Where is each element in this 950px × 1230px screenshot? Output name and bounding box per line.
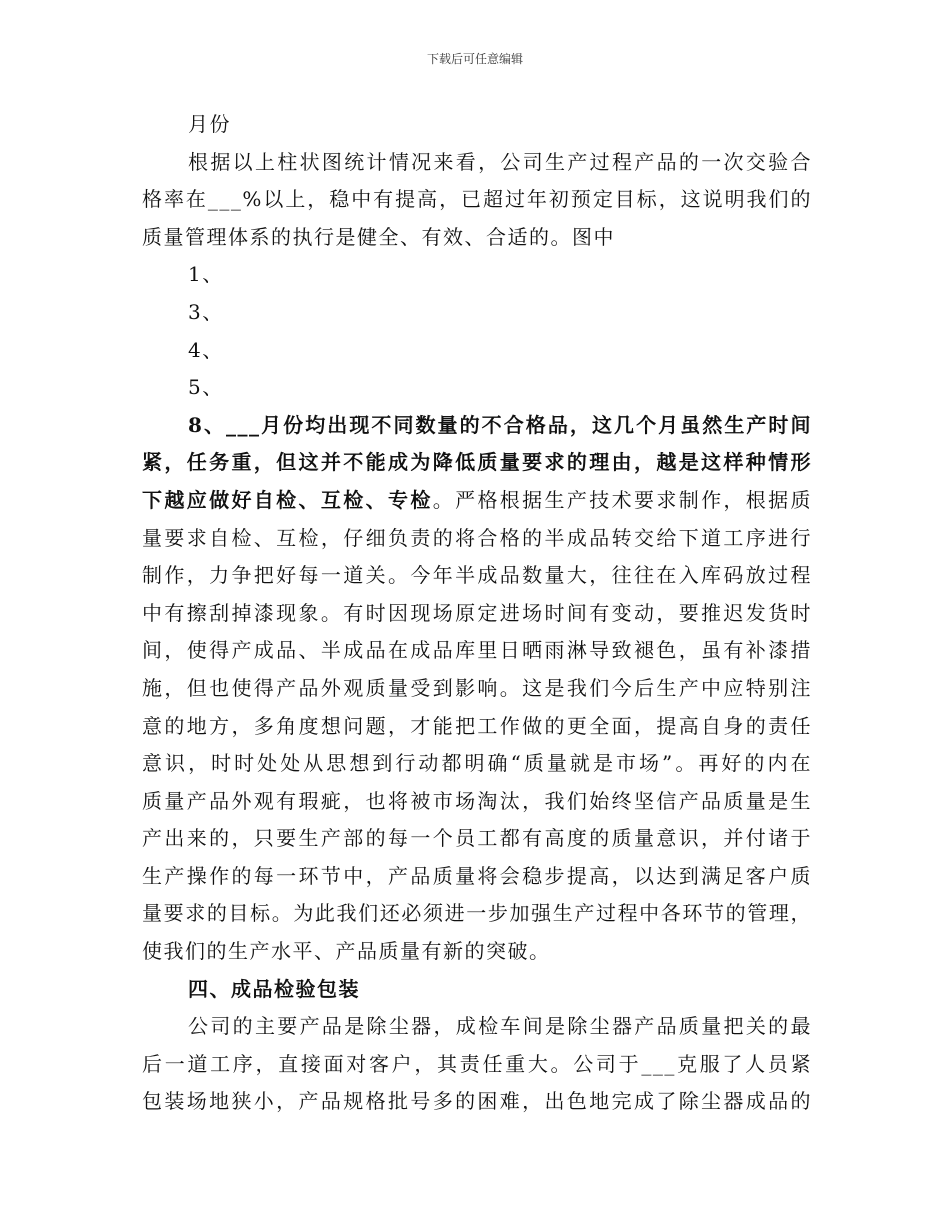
text-line: 量要求自检、互检，仔细负责的将合格的半成品转交给下道工序进行 [142, 525, 812, 550]
text-line: 月份 [188, 112, 231, 136]
bold-text-line: 紧，任务重，但这并不能成为降低质量要求的理由，越是这样种情形 [142, 450, 812, 475]
bold-text-span: 下越应做好自检、互检、专检 [142, 487, 433, 512]
text-line: 量要求的目标。为此我们还必须进一步加强生产过程中各环节的管理， [142, 901, 812, 926]
text-span: 。严格根据生产技术要求制作，根据质 [432, 487, 812, 512]
text-line: 施，但也使得产品外观质量受到影响。这是我们今后生产中应特别注 [142, 675, 812, 700]
text-line: 格率在___%以上，稳中有提高，已超过年初预定目标，这说明我们的 [142, 187, 812, 212]
text-line: 意的地方，多角度想问题，才能把工作做的更全面，提高自身的责任 [142, 713, 812, 738]
page-header: 下载后可任意编辑 [426, 52, 523, 66]
text-line: 制作，力争把好每一道关。今年半成品数量大，往往在入库码放过程 [142, 563, 812, 588]
list-item: 1、 [188, 262, 224, 287]
text-line: 根据以上柱状图统计情况来看，公司生产过程产品的一次交验合 [188, 149, 812, 174]
bold-text-line: 8、___月份均出现不同数量的不合格品，这几个月虽然生产时间 [188, 412, 812, 437]
list-item: 3、 [188, 299, 224, 324]
text-line: 质量产品外观有瑕疵，也将被市场淘汰，我们始终坚信产品质量是生 [142, 788, 812, 813]
text-line: 质量管理体系的执行是健全、有效、合适的。图中 [142, 224, 615, 249]
text-line: 包装场地狭小，产品规格批号多的困难，出色地完成了除尘器成品的 [142, 1089, 812, 1114]
list-item: 5、 [188, 375, 224, 400]
mixed-text-line [142, 482, 812, 520]
text-line: 产出来的，只要生产部的每一个员工都有高度的质量意识，并付诸于 [142, 826, 812, 851]
text-line: 中有擦刮掉漆现象。有时因现场原定进场时间有变动，要推迟发货时 [142, 600, 812, 625]
text-line: 生产操作的每一环节中，产品质量将会稳步提高，以达到满足客户质 [142, 863, 812, 888]
document-body [142, 106, 812, 1121]
text-line: 后一道工序，直接面对客户，其责任重大。公司于___克服了人员紧 [142, 1051, 812, 1076]
section-heading: 四、成品检验包装 [188, 976, 360, 1001]
list-item: 4、 [188, 337, 224, 362]
text-line: 公司的主要产品是除尘器，成检车间是除尘器产品质量把关的最 [188, 1014, 812, 1039]
text-line: 间，使得产成品、半成品在成品库里日晒雨淋导致褪色，虽有补漆措 [142, 638, 812, 663]
text-line: 使我们的生产水平、产品质量有新的突破。 [142, 939, 551, 964]
text-line: 意识，时时处处从思想到行动都明确“质量就是市场”。再好的内在 [142, 751, 812, 776]
